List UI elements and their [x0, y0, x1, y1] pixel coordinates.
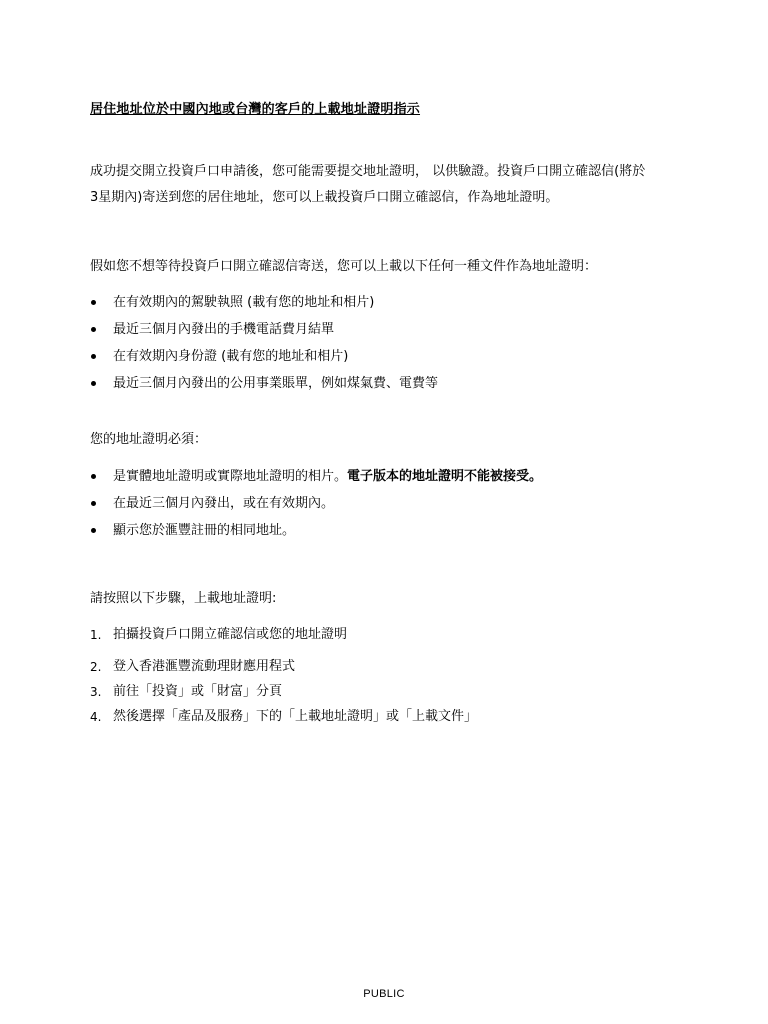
- step-item: [90, 683, 477, 708]
- list-item-text: 在有效期內的駕駛執照 (載有您的地址和相片): [113, 295, 375, 310]
- bullet-icon: [91, 474, 96, 479]
- step-number: 1.: [90, 628, 102, 642]
- alternatives-list: [90, 294, 438, 402]
- classification-footer: PUBLIC: [363, 988, 405, 1000]
- bullet-icon: [91, 300, 96, 305]
- step-item: [90, 658, 477, 683]
- step-number: 2.: [90, 660, 102, 674]
- intro-line-2: 3星期內)寄送到您的居住地址，您可以上載投資戶口開立確認信，作為地址證明。: [90, 190, 559, 205]
- bullet-icon: [91, 381, 96, 386]
- step-item: [90, 708, 477, 733]
- bullet-icon: [91, 528, 96, 533]
- list-item: [90, 348, 438, 375]
- step-text: 前往「投資」或「財富」分頁: [113, 684, 283, 699]
- list-item: [90, 321, 438, 348]
- list-item-text: 最近三個月內發出的公用事業賬單，例如煤氣費、電費等: [113, 376, 439, 391]
- list-item-text: 顯示您於滙豐註冊的相同地址。: [113, 523, 296, 538]
- list-item-text: 在有效期內身份證 (載有您的地址和相片): [113, 349, 349, 364]
- list-item-text: 是實體地址證明或實際地址證明的相片。: [113, 469, 348, 484]
- page-title: 居住地址位於中國內地或台灣的客戶的上載地址證明指示: [90, 102, 421, 117]
- list-item: [90, 495, 542, 522]
- step-text: 然後選擇「產品及服務」下的「上載地址證明」或「上載文件」: [113, 709, 478, 724]
- step-number: 3.: [90, 685, 102, 699]
- list-item-text: 最近三個月內發出的手機電話費月結單: [113, 322, 335, 337]
- bullet-icon: [91, 327, 96, 332]
- bullet-icon: [91, 354, 96, 359]
- intro-paragraph: [90, 159, 645, 211]
- requirements-heading: 您的地址證明必須：: [90, 432, 208, 447]
- requirements-list: [90, 468, 542, 549]
- list-item-emphasis: 電子版本的地址證明不能被接受。: [347, 469, 543, 484]
- step-number: 4.: [90, 710, 102, 724]
- list-item: [90, 522, 542, 549]
- step-item: [90, 626, 477, 658]
- bullet-icon: [91, 501, 96, 506]
- steps-list: [90, 626, 477, 733]
- list-item: [90, 468, 542, 495]
- step-text: 登入香港滙豐流動理財應用程式: [113, 659, 296, 674]
- list-item: [90, 294, 438, 321]
- steps-heading: 請按照以下步驟，上載地址證明:: [90, 591, 277, 606]
- step-text: 拍攝投資戶口開立確認信或您的地址證明: [113, 627, 348, 642]
- list-item: [90, 375, 438, 402]
- list-item-text: 在最近三個月內發出，或在有效期內。: [113, 496, 335, 511]
- alternatives-heading: 假如您不想等待投資戶口開立確認信寄送，您可以上載以下任何一種文件作為地址證明：: [90, 259, 598, 274]
- intro-line-1: 成功提交開立投資戶口申請後，您可能需要提交地址證明， 以供驗證。投資戶口開立確認信(將於: [90, 164, 646, 179]
